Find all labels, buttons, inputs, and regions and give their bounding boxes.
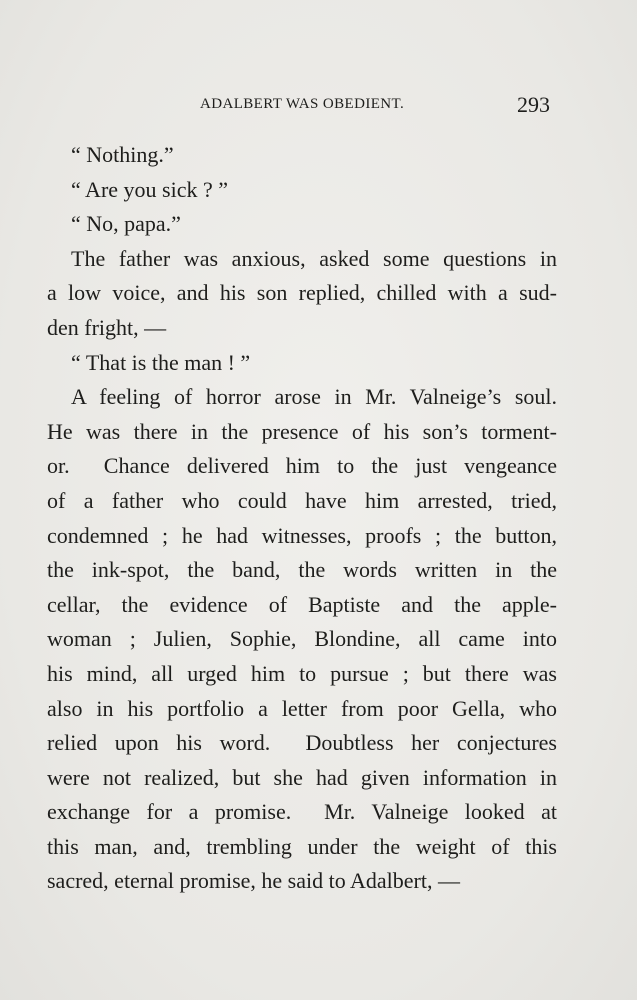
- line: of a father who could have him arrested, tried,: [47, 487, 557, 513]
- dialogue-line: “ Nothing.”: [71, 142, 174, 167]
- line: this man, and, trembling under the weight of this: [47, 833, 557, 859]
- line: the ink-spot, the band, the words written in the: [47, 557, 557, 583]
- running-head: ADALBERT WAS OBEDIENT.: [200, 96, 405, 112]
- line: A feeling of horror arose in Mr. Valneige’s soul.: [71, 384, 557, 410]
- line: exchange for a promise. Mr. Valneige looked at: [47, 799, 557, 825]
- line: cellar, the evidence of Baptiste and the apple-: [47, 591, 557, 617]
- line: den fright, —: [47, 314, 167, 340]
- line: condemned ; he had witnesses, proofs ; the button,: [47, 522, 557, 548]
- line: woman ; Julien, Sophie, Blondine, all came into: [47, 626, 557, 652]
- line: were not realized, but she had given information in: [47, 764, 557, 790]
- line: also in his portfolio a letter from poor Gella, who: [47, 695, 557, 721]
- dialogue-line: “ Are you sick ? ”: [71, 176, 228, 202]
- dialogue-line: “ No, papa.”: [71, 211, 181, 237]
- line: or. Chance delivered him to the just vengeance: [47, 453, 557, 479]
- line: The father was anxious, asked some questions in: [71, 245, 557, 271]
- paragraph-feeling-of-horror: [47, 380, 557, 899]
- body-text: [47, 138, 557, 899]
- dialogue-line: “ That is the man ! ”: [71, 349, 251, 375]
- line: his mind, all urged him to pursue ; but there was: [47, 660, 557, 686]
- paragraph-father-anxious: [47, 242, 557, 346]
- line: relied upon his word. Doubtless her conjectures: [47, 730, 557, 756]
- page-number: 293: [517, 92, 550, 117]
- line: a low voice, and his son replied, chilled with a sud-: [47, 280, 557, 306]
- line: He was there in the presence of his son’s torment-: [47, 418, 557, 444]
- line: sacred, eternal promise, he said to Adalbert, —: [47, 868, 460, 894]
